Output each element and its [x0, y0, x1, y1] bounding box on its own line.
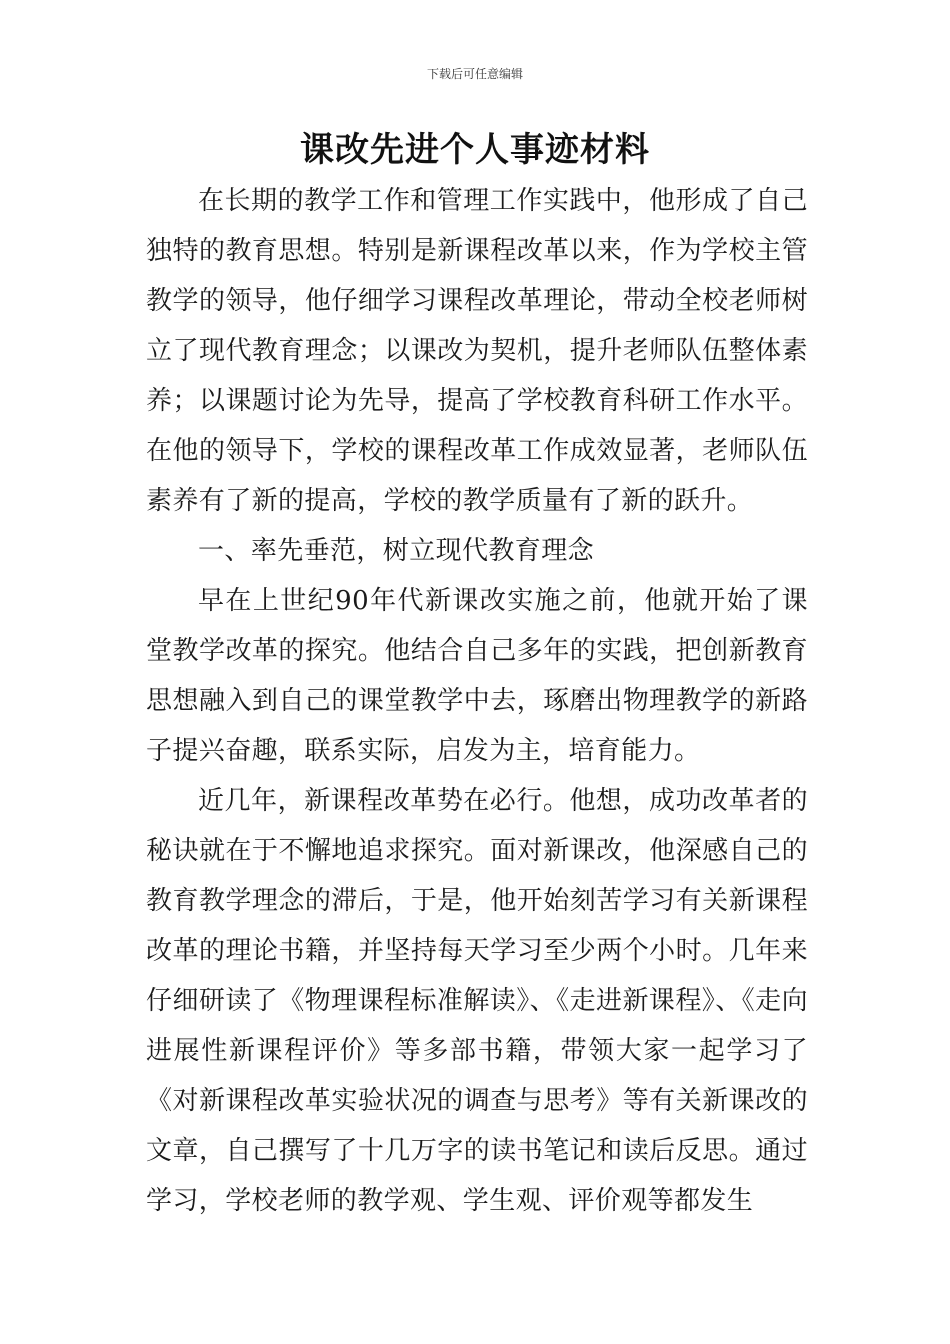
paragraph-early-reform: 早在上世纪90年代新课改实施之前，他就开始了课堂教学改革的探究。他结合自己多年的实践，把创新教育思想融入到自己的课堂教学中去，琢磨出物理教学的新路子提兴奋趣，联系实际，启发为主，培育能力。: [146, 586, 808, 766]
document-title: 课改先进个人事迹材料: [300, 130, 650, 170]
document-body: [146, 176, 808, 1226]
paragraph-recent-years: 近几年，新课程改革势在必行。他想，成功改革者的秘诀就在于不懈地追求探究。面对新课改，他深感自己的教育教学理念的滞后，于是，他开始刻苦学习有关新课程改革的理论书籍，并坚持每天学习至少两个小时。几年来仔细研读了《物理课程标准解读》、《走进新课程》、《走向进展性新课程评价》等多部书籍，带领大家一起学习了《对新课程改革实验状况的调查与思考》等有关新课改的文章，自己撰写了十几万字的读书笔记和读后反思。通过学习，学校老师的教学观、学生观、评价观等都发生: [146, 786, 808, 1216]
header-note: 下载后可任意编辑: [426, 67, 523, 81]
section-heading-1: 一、率先垂范，树立现代教育理念: [198, 536, 595, 566]
paragraph-intro: 在长期的教学工作和管理工作实践中，他形成了自己独特的教育思想。特别是新课程改革以来，作为学校主管教学的领导，他仔细学习课程改革理论，带动全校老师树立了现代教育理念；以课改为契机，提升老师队伍整体素养；以课题讨论为先导，提高了学校教育科研工作水平。在他的领导下，学校的课程改革工作成效显著，老师队伍素养有了新的提高，学校的教学质量有了新的跃升。: [146, 186, 808, 516]
